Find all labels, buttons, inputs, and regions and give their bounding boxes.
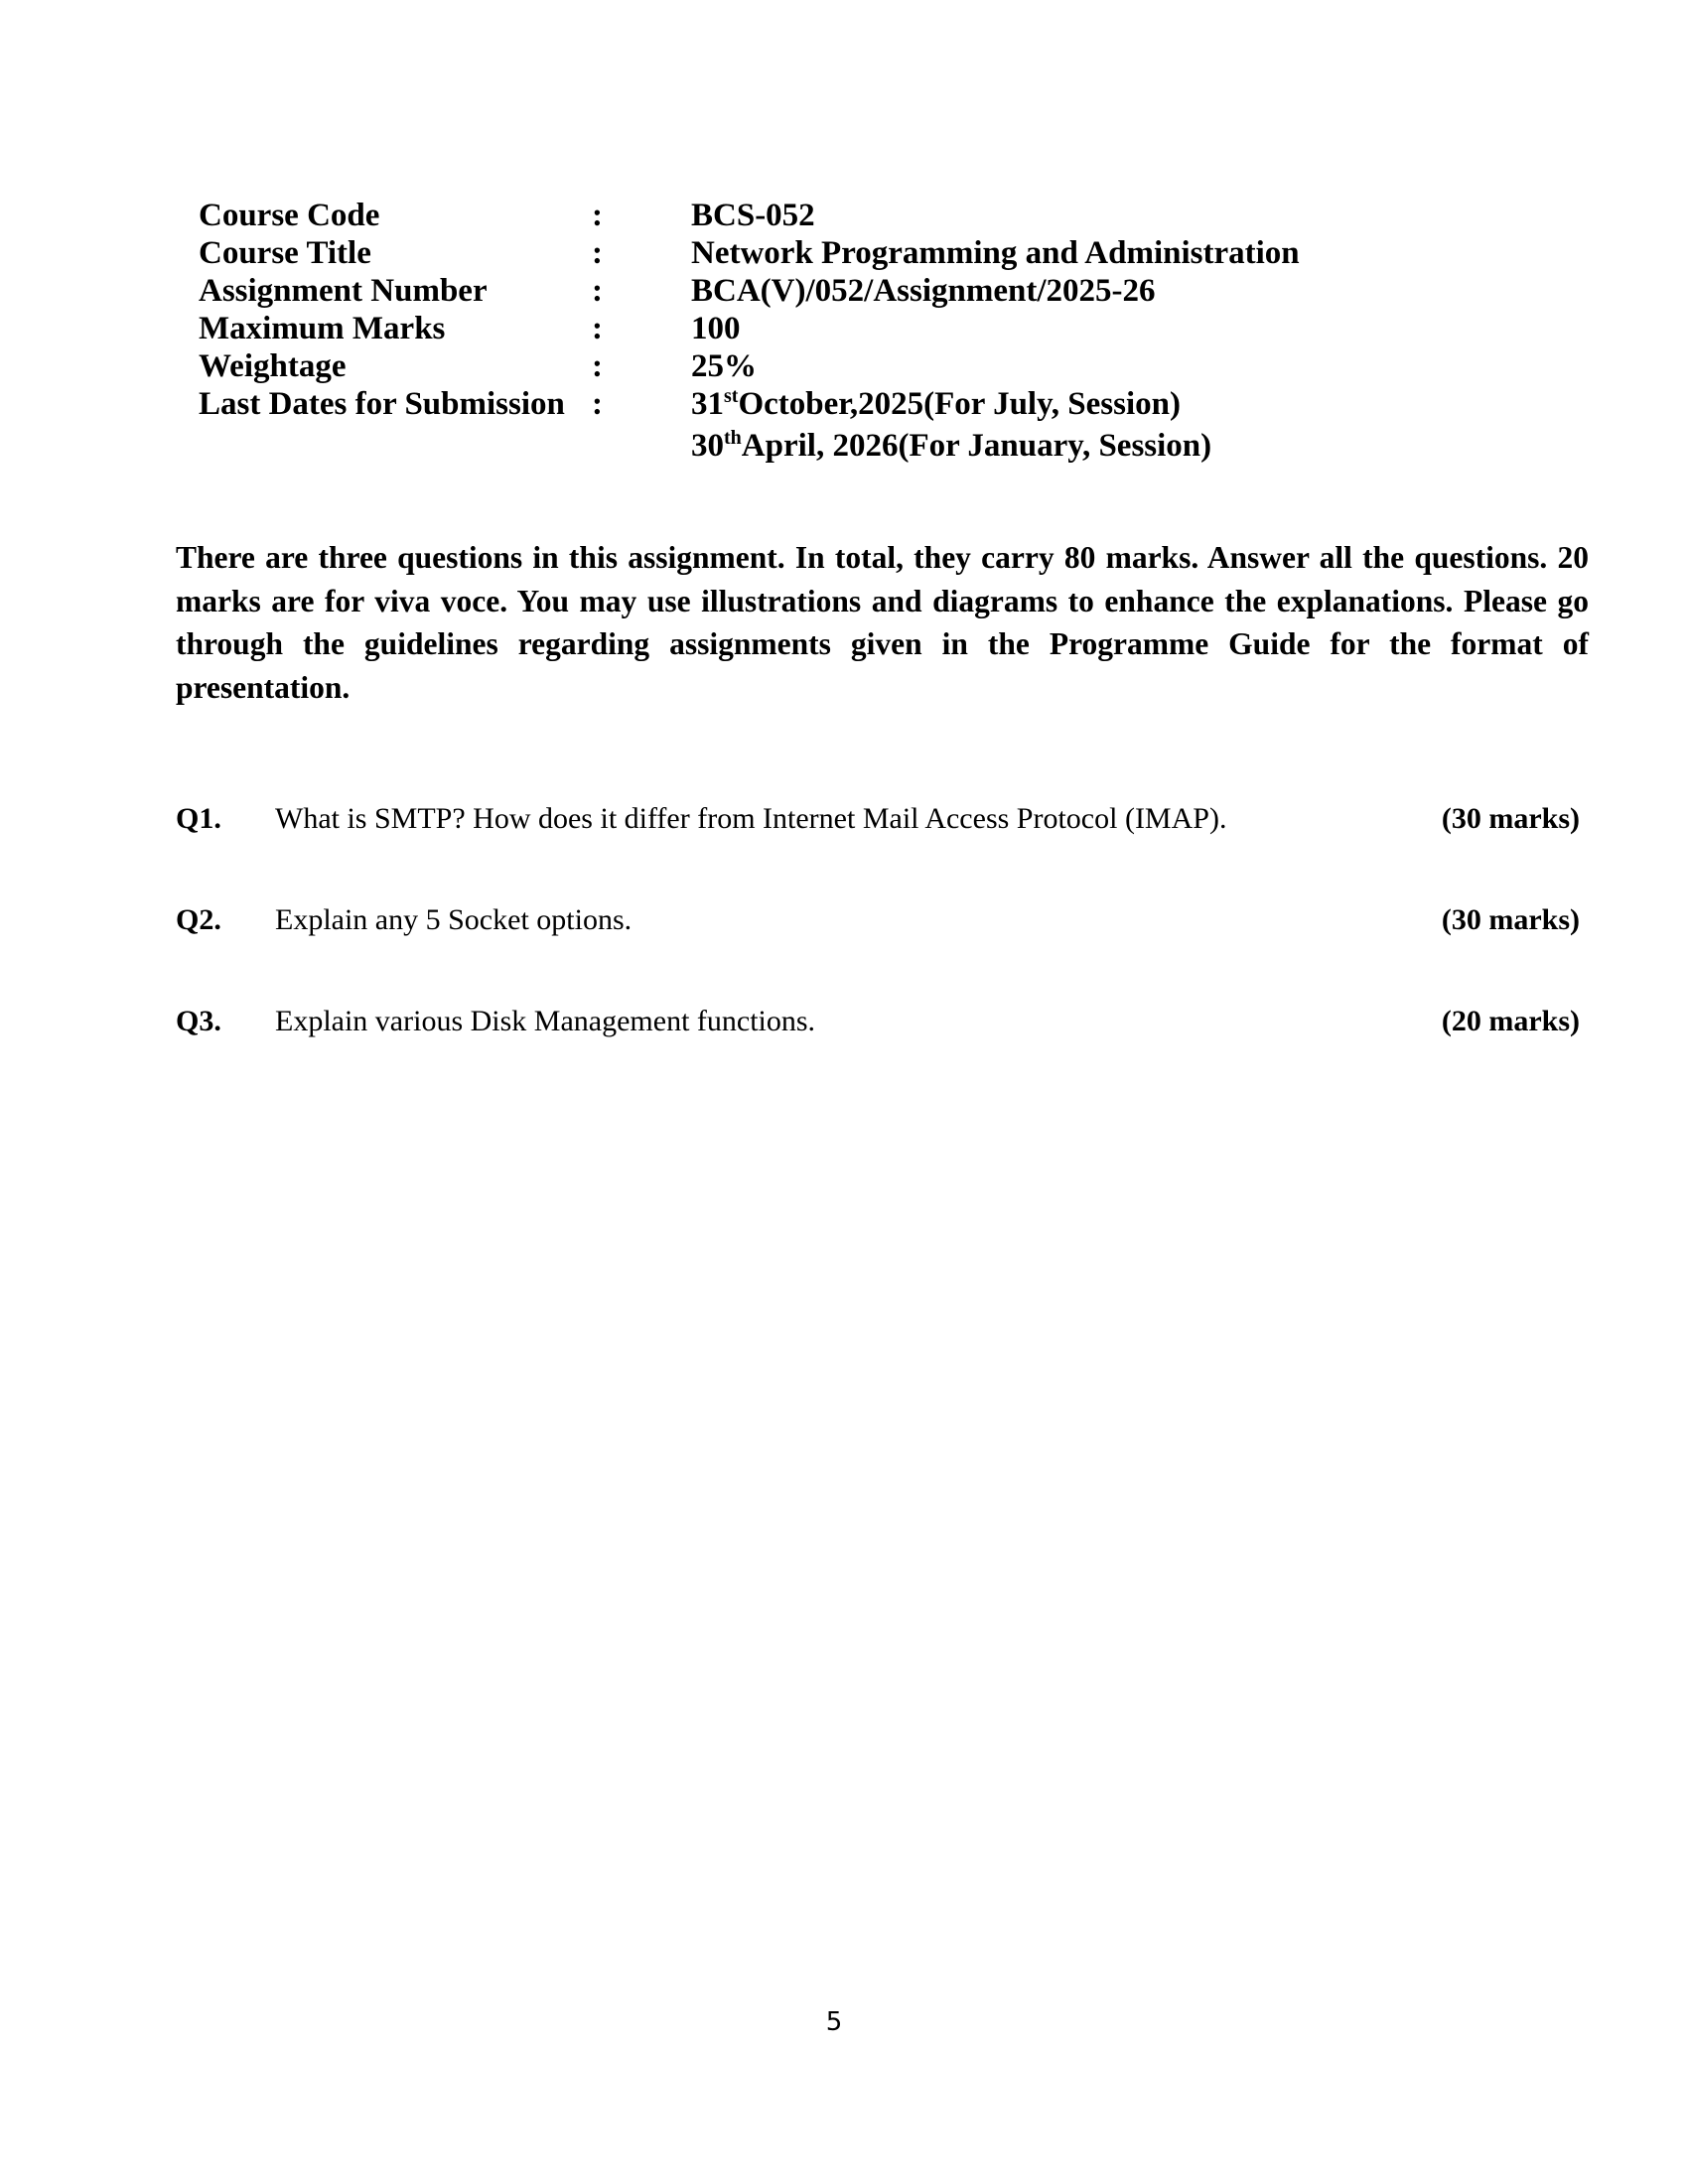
submission-dates-row-2 [199,423,1390,469]
question-2 [176,903,1580,937]
course-details-table [199,197,1390,469]
july-date-suffix: st [724,385,739,407]
question-number: Q1. [176,802,221,835]
course-code-value: BCS-052 [691,198,815,233]
question-marks: (30 marks) [1441,802,1580,835]
separator-colon: : [592,386,603,422]
january-date-suffix: th [724,427,742,449]
weightage-value: 25% [691,348,757,384]
assignment-instructions: There are three questions in this assignment. In total, they carry 80 marks. Answer all the questions. 20 marks are for viva voce. You may use illustrations and diagrams to enhance the explanations. Please go through the guidelines regarding assignments given in the Programme Guide for the format of presentation. [176,540,1589,705]
maximum-marks-value: 100 [691,311,741,346]
question-text: What is SMTP? How does it differ from Internet Mail Access Protocol (IMAP). [275,802,1227,835]
july-session-date [691,385,1390,423]
separator-colon: : [592,235,603,271]
question-marks: (20 marks) [1441,1005,1580,1037]
question-text: Explain various Disk Management functions. [275,1005,816,1037]
course-title-row [199,234,1390,272]
january-date-day: 30 [691,428,724,464]
course-title-label: Course Title [199,235,371,271]
july-date-rest: October,2025(For July, Session) [738,386,1181,422]
assignment-number-value: BCA(V)/052/Assignment/2025-26 [691,273,1156,309]
maximum-marks-row [199,310,1390,347]
january-date-rest: April, 2026(For January, Session) [741,428,1212,464]
maximum-marks-label: Maximum Marks [199,311,446,346]
january-session-date [691,423,1390,469]
separator-colon: : [592,348,603,384]
question-1 [176,802,1580,836]
question-text: Explain any 5 Socket options. [275,903,633,936]
question-number: Q2. [176,903,221,936]
submission-dates-row [199,385,1390,423]
submission-dates-label: Last Dates for Submission [199,386,565,422]
assignment-number-row [199,272,1390,310]
question-marks: (30 marks) [1441,903,1580,936]
weightage-row [199,347,1390,385]
separator-colon: : [592,273,603,309]
question-number: Q3. [176,1005,221,1037]
weightage-label: Weightage [199,348,347,384]
course-title-value: Network Programming and Administration [691,235,1300,271]
question-3 [176,1005,1580,1038]
july-date-day: 31 [691,386,724,422]
page-number: 5 [825,2007,843,2037]
assignment-number-label: Assignment Number [199,273,488,309]
course-code-label: Course Code [199,198,380,233]
course-code-row [199,197,1390,234]
separator-colon: : [592,311,603,346]
separator-colon: : [592,198,603,233]
